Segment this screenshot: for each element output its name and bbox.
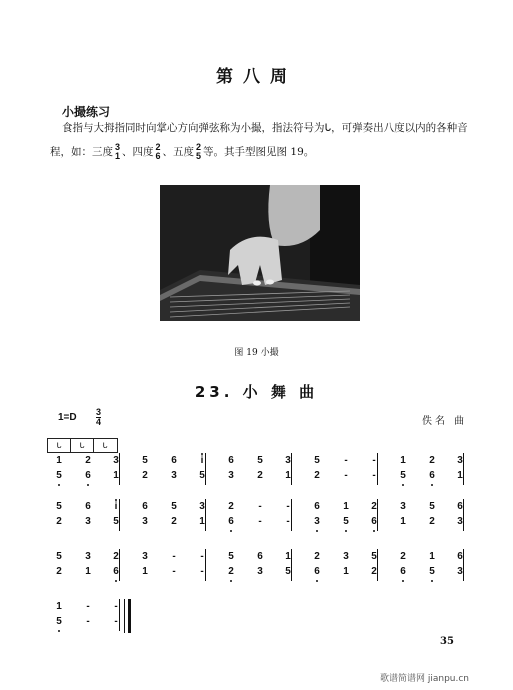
photo-caption: 图 19 小撮 — [234, 348, 279, 358]
score-note: 2 — [56, 516, 62, 527]
score-note: 1 — [457, 470, 463, 481]
score-note: 5 — [56, 501, 62, 512]
score-note: 5 — [113, 516, 119, 527]
score-note: 1 — [142, 566, 148, 577]
final-barline-thick — [128, 599, 131, 633]
barline — [205, 453, 206, 485]
score-note: 3 — [400, 501, 406, 512]
high-octave-dot — [201, 453, 203, 455]
barline — [377, 549, 378, 581]
score-note: 3 — [171, 470, 177, 481]
paragraph-text: ，可弹奏出八度以内的各种音 — [331, 122, 468, 134]
score-note: 1 — [56, 455, 62, 466]
low-octave-dot — [230, 580, 232, 582]
score-note: 6 — [85, 501, 91, 512]
paragraph-text: 程，如：三度 — [50, 146, 113, 158]
score-note: 1 — [85, 566, 91, 577]
hand-position-photo — [160, 185, 360, 321]
score-note: 6 — [371, 516, 377, 527]
xiaocuo-symbol: ᒐ — [102, 441, 108, 450]
low-octave-dot — [230, 530, 232, 532]
score-note: 5 — [429, 501, 435, 512]
interval-fifth: 2 5 — [196, 142, 202, 161]
score-note: 1 — [56, 601, 62, 612]
low-octave-dot — [431, 580, 433, 582]
watermark: 歌谱简谱网 jianpu.cn — [380, 674, 470, 684]
score-note: 3 — [85, 516, 91, 527]
score-note: 5 — [314, 455, 320, 466]
barline — [205, 549, 206, 581]
interval-third: 3 1 — [115, 142, 121, 161]
score-note: 2 — [56, 566, 62, 577]
score-note: 5 — [56, 551, 62, 562]
interval-fourth: 2 6 — [155, 142, 161, 161]
score-note: - — [344, 470, 348, 481]
low-octave-dot — [402, 580, 404, 582]
score-note: 3 — [199, 501, 205, 512]
score-note: 1 — [199, 516, 205, 527]
score-note: 3 — [457, 566, 463, 577]
score-note: - — [172, 566, 176, 577]
score-note: 5 — [400, 470, 406, 481]
week-title: 第八周 — [216, 67, 297, 87]
score-note: 3 — [142, 551, 148, 562]
composer: 佚名 曲 — [422, 416, 468, 427]
score-note: 2 — [228, 566, 234, 577]
score-note: 6 — [429, 470, 435, 481]
score-note: 6 — [457, 551, 463, 562]
barline — [119, 549, 120, 581]
score-note: - — [258, 501, 262, 512]
score-note: 6 — [457, 501, 463, 512]
score-note: 6 — [142, 501, 148, 512]
low-octave-dot — [316, 530, 318, 532]
score-note: 5 — [285, 566, 291, 577]
score-note: 2 — [171, 516, 177, 527]
score-note: 2 — [257, 470, 263, 481]
score-note: 3 — [113, 455, 119, 466]
score-note: - — [200, 551, 204, 562]
score-note: 6 — [314, 501, 320, 512]
score-note: 3 — [314, 516, 320, 527]
score-note: 5 — [142, 455, 148, 466]
score-note: 2 — [429, 455, 435, 466]
low-octave-dot — [58, 484, 60, 486]
low-octave-dot — [373, 530, 375, 532]
score-note: 2 — [429, 516, 435, 527]
low-octave-dot — [58, 630, 60, 632]
photo-illustration — [160, 185, 360, 321]
score-note: - — [286, 501, 290, 512]
score-note: 5 — [199, 470, 205, 481]
score-note: 2 — [314, 470, 320, 481]
xiaocuo-symbol: ᒐ — [56, 441, 62, 450]
score-note: 1 — [343, 501, 349, 512]
score-note: 5 — [228, 551, 234, 562]
low-octave-dot — [431, 484, 433, 486]
score-note: i — [114, 501, 118, 512]
score-note: 5 — [257, 455, 263, 466]
low-octave-dot — [115, 580, 117, 582]
paragraph-line-1 — [62, 121, 468, 135]
score-note: 1 — [343, 566, 349, 577]
barline — [205, 499, 206, 531]
paragraph-text: 食指与大拇指同时向掌心方向弹弦称为小撮，指法符号为 — [62, 122, 325, 134]
score-note: 2 — [142, 470, 148, 481]
score-note: - — [286, 516, 290, 527]
high-octave-dot — [115, 499, 117, 501]
final-barline-thin — [124, 599, 125, 633]
score-note: 2 — [228, 501, 234, 512]
paragraph-text: 、四度 — [122, 146, 154, 158]
low-octave-dot — [402, 484, 404, 486]
fingering-symbol: ᒐ — [324, 122, 332, 134]
score-note: 3 — [285, 455, 291, 466]
key-signature: 1=D — [58, 412, 77, 423]
score-note: 5 — [429, 566, 435, 577]
paragraph-text: 、五度 — [162, 146, 195, 158]
score-note: 5 — [56, 616, 62, 627]
barline — [377, 499, 378, 531]
score-note: 5 — [371, 551, 377, 562]
score-note: - — [372, 470, 376, 481]
low-octave-dot — [345, 530, 347, 532]
score-note: 3 — [85, 551, 91, 562]
score-note: - — [86, 601, 90, 612]
score-note: 1 — [429, 551, 435, 562]
score-note: 2 — [400, 551, 406, 562]
barline — [291, 453, 292, 485]
score-note: 6 — [257, 551, 263, 562]
score-note: 6 — [228, 516, 234, 527]
score-note: - — [114, 601, 118, 612]
score-note: 3 — [343, 551, 349, 562]
score-note: 2 — [371, 501, 377, 512]
score-note: 6 — [113, 566, 119, 577]
score-note: 2 — [85, 455, 91, 466]
score-note: 2 — [371, 566, 377, 577]
barline — [119, 499, 120, 531]
score-note: 5 — [343, 516, 349, 527]
score-note: - — [200, 566, 204, 577]
piece-title: 23. 小 舞 曲 — [194, 383, 319, 401]
barline — [291, 499, 292, 531]
technique-box — [47, 438, 118, 453]
score-note: 6 — [400, 566, 406, 577]
score-note: - — [86, 616, 90, 627]
score-note: 1 — [400, 455, 406, 466]
score-note: 6 — [171, 455, 177, 466]
score-note: 3 — [228, 470, 234, 481]
barline — [463, 499, 464, 531]
score-note: 6 — [228, 455, 234, 466]
barline — [377, 453, 378, 485]
score-note: - — [172, 551, 176, 562]
page-number: 35 — [440, 636, 454, 647]
score-note: 2 — [314, 551, 320, 562]
barline — [119, 599, 120, 631]
score-note: i — [200, 455, 204, 466]
score-note: 3 — [457, 455, 463, 466]
score-note: 6 — [314, 566, 320, 577]
paragraph-line-2 — [50, 143, 314, 161]
time-signature: 3 4 — [96, 407, 102, 427]
score-note: 3 — [142, 516, 148, 527]
score-note: 5 — [56, 470, 62, 481]
paragraph-text: 等。其手型图见图 19。 — [203, 146, 315, 158]
score-note: 3 — [257, 566, 263, 577]
score-note: 1 — [400, 516, 406, 527]
low-octave-dot — [316, 580, 318, 582]
score-note: 1 — [285, 551, 291, 562]
score-note: 5 — [171, 501, 177, 512]
score-note: 1 — [113, 470, 119, 481]
section-title: 小撮练习 — [62, 105, 111, 119]
barline — [463, 549, 464, 581]
score-note: 3 — [457, 516, 463, 527]
barline — [119, 453, 120, 485]
score-note: 2 — [113, 551, 119, 562]
score-note: 6 — [85, 470, 91, 481]
score-note: - — [344, 455, 348, 466]
score-note: - — [258, 516, 262, 527]
low-octave-dot — [87, 484, 89, 486]
score-note: 1 — [285, 470, 291, 481]
score-note: - — [114, 616, 118, 627]
barline — [463, 453, 464, 485]
score-note: - — [372, 455, 376, 466]
xiaocuo-symbol: ᒐ — [79, 441, 85, 450]
barline — [291, 549, 292, 581]
